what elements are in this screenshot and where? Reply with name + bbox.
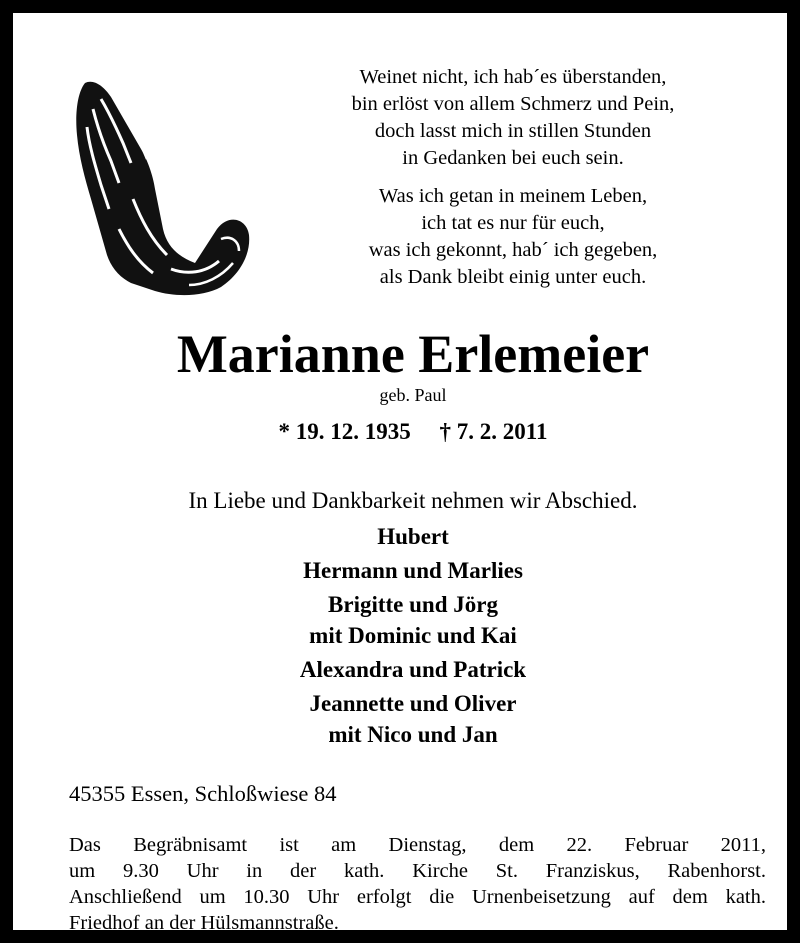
poem-line: bin erlöst von allem Schmerz und Pein, (351, 93, 675, 115)
funeral-notice (69, 832, 766, 936)
deceased-name: Marianne Erlemeier (176, 324, 650, 384)
mourner-entry (13, 688, 800, 750)
poem-line: doch lasst mich in stillen Stunden (374, 120, 652, 142)
poem-stanza-2 (303, 183, 723, 291)
mourner-name: Hubert (377, 524, 449, 549)
funeral-line: Das Begräbnisamt ist am Dienstag, dem 22. Februar 2011, (69, 834, 766, 856)
mourner-name: Brigitte und Jörg (328, 592, 498, 617)
mourner-name: Jeannette und Oliver (309, 691, 517, 716)
funeral-line: Friedhof an der Hülsmannstraße. (69, 912, 339, 934)
farewell-text: In Liebe und Dankbarkeit nehmen wir Abschied. (188, 488, 638, 513)
mourner-entry (13, 521, 800, 552)
mourner-children: mit Nico und Jan (328, 722, 498, 747)
mourner-children: mit Dominic und Kai (309, 623, 517, 648)
poem-line: als Dank bleibt einig unter euch. (379, 266, 647, 288)
praying-hands-icon (71, 79, 251, 297)
poem-line: Was ich getan in meinem Leben, (378, 185, 648, 207)
poem-line: Weinet nicht, ich hab´es überstanden, (359, 66, 667, 88)
poem-stanza-1 (303, 64, 723, 172)
mourner-entry (13, 654, 800, 685)
funeral-line: Anschließend um 10.30 Uhr erfolgt die Urnenbeisetzung auf dem kath. (69, 886, 766, 908)
funeral-line: um 9.30 Uhr in der kath. Kirche St. Franziskus, Rabenhorst. (69, 860, 766, 882)
mourner-entry (13, 555, 800, 586)
poem-line: in Gedanken bei euch sein. (402, 147, 624, 169)
poem-line: was ich gekonnt, hab´ ich gegeben, (368, 239, 658, 261)
mourner-name: Hermann und Marlies (303, 558, 523, 583)
poem-line: ich tat es nur für euch, (421, 212, 605, 234)
maiden-name: geb. Paul (379, 385, 447, 405)
mourner-name: Alexandra und Patrick (299, 657, 527, 682)
life-dates: * 19. 12. 1935 † 7. 2. 2011 (278, 419, 548, 444)
mourners-list (13, 521, 800, 753)
mourner-entry (13, 589, 800, 651)
family-address: 45355 Essen, Schloßwiese 84 (69, 781, 337, 806)
